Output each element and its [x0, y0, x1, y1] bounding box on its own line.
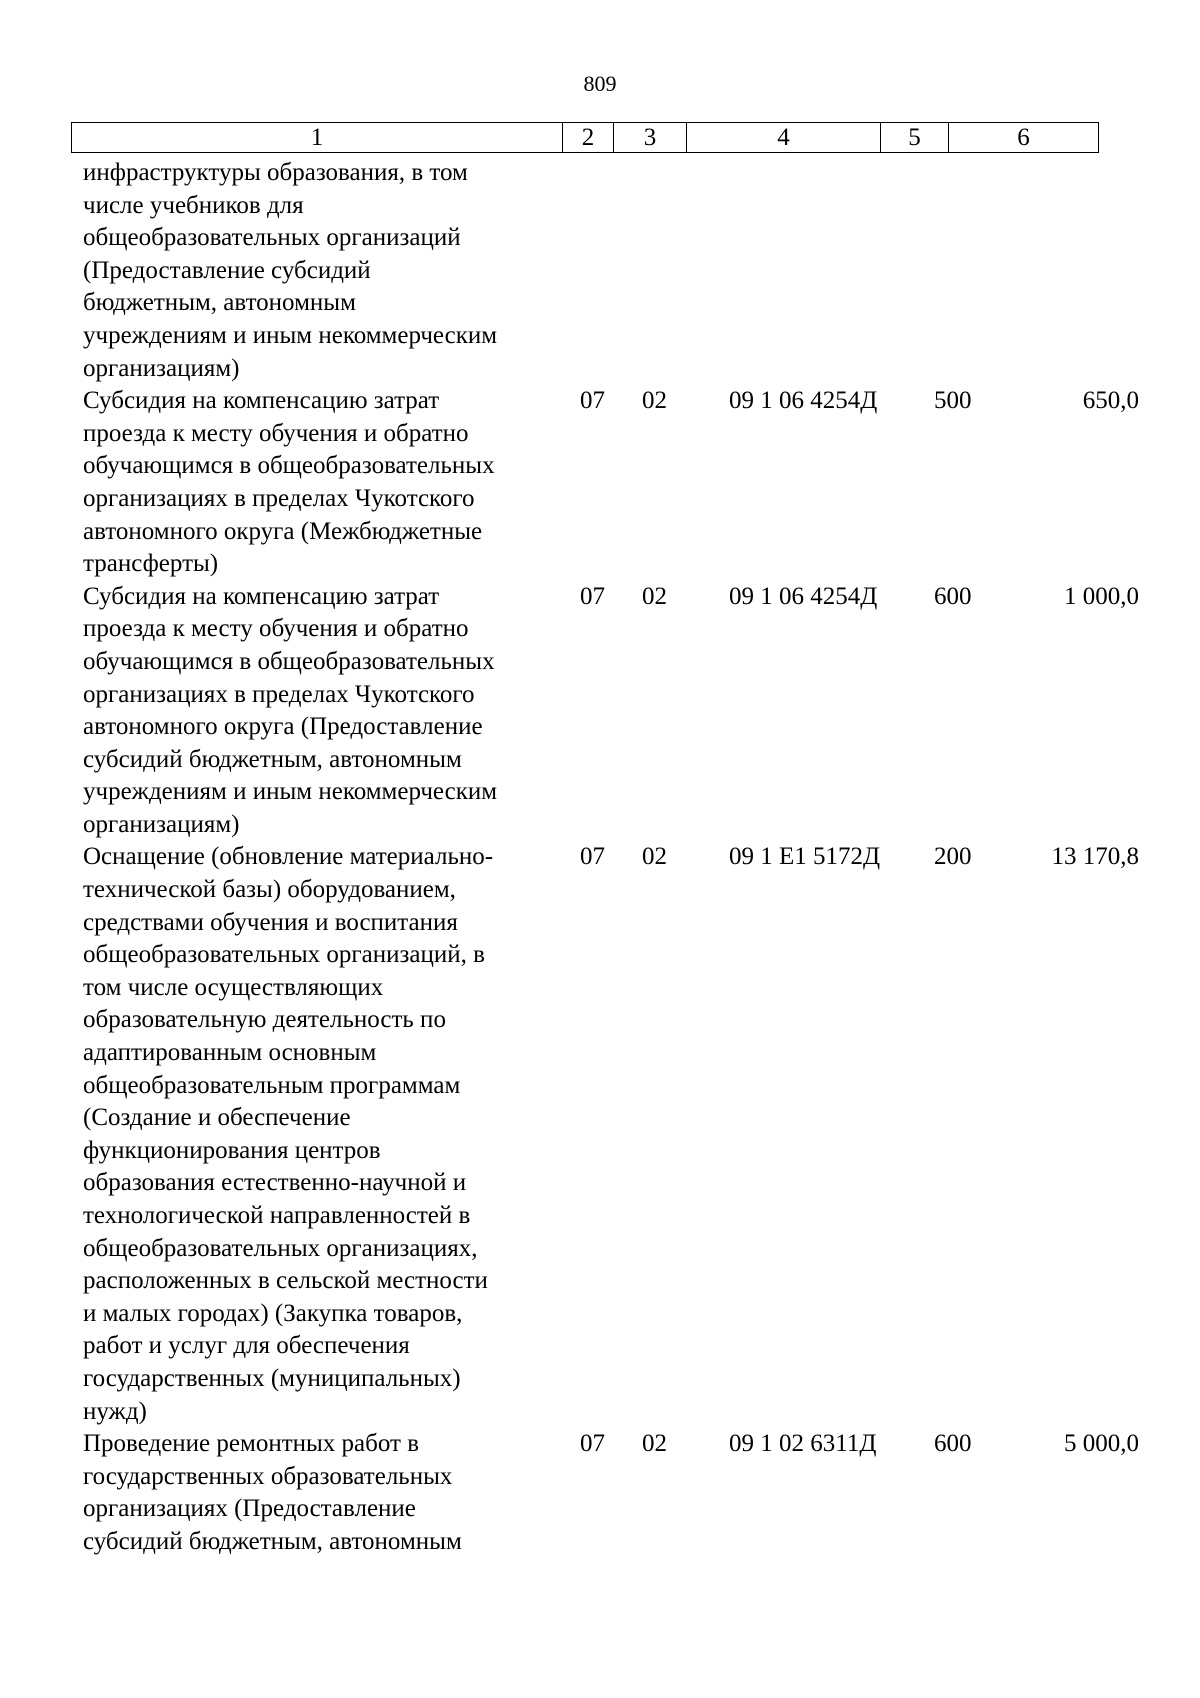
amount: 5 000,0 [1064, 1430, 1139, 1458]
expense-type-code: 600 [934, 582, 972, 610]
target-article-code: 09 1 06 4254Д [729, 387, 878, 415]
item-description: Субсидия на компенсацию затрат проезда к месту обучения и обратно обучающимся в общеобразовательных организациях в пределах Чукотского автономного округа (Межбюджетные трансферты) [83, 387, 495, 578]
item-description: Оснащение (обновление материально- технической базы) оборудованием, средствами обучения и воспитания общеобразовательных организаций, в том числе осуществляющих образовательную деятельность по адаптированным основным общеобразовательным программам (Создание и обеспечение функционирования центров образования естественно-научной и технологической направленностей в общеобразовательных организациях, расположенных в сельской местности и малых городах) (Закупка товаров, работ и услуг для обеспечения государственных (муниципальных) нужд) [83, 843, 494, 1425]
column-header-4: 4 [687, 123, 881, 153]
item-description: инфраструктуры образования, в том числе учебников для общеобразовательных организаций (Предоставление субсидий бюджетным, автономным учреждениям и иным некоммерческим организациям) [83, 159, 498, 382]
page-number: 809 [583, 71, 617, 96]
column-header-6: 6 [949, 123, 1099, 153]
item-description: Проведение ремонтных работ в государственных образовательных организациях (Предоставление субсидий бюджетным, автономным [83, 1430, 462, 1555]
table-row [71, 1428, 1170, 1558]
target-article-code: 09 1 06 4254Д [729, 582, 878, 610]
amount: 1 000,0 [1064, 582, 1139, 610]
amount: 13 170,8 [1051, 843, 1139, 871]
section-code: 07 [580, 843, 605, 871]
column-header-row [72, 123, 1099, 153]
table-row [71, 157, 1170, 385]
item-description: Субсидия на компенсацию затрат проезда к месту обучения и обратно обучающимся в общеобразовательных организациях в пределах Чукотского автономного округа (Предоставление субсидий бюджетным, автономным учреждениям и иным некоммерческим организациям) [83, 582, 498, 838]
target-article-code: 09 1 02 6311Д [729, 1430, 877, 1458]
table-row [71, 385, 1170, 581]
expense-type-code: 500 [934, 387, 972, 415]
section-code: 07 [580, 1430, 605, 1458]
subsection-code: 02 [642, 843, 667, 871]
column-header-2: 2 [563, 123, 614, 153]
subsection-code: 02 [642, 1430, 667, 1458]
section-code: 07 [580, 387, 605, 415]
column-header-table [71, 122, 1099, 153]
subsection-code: 02 [642, 582, 667, 610]
target-article-code: 09 1 E1 5172Д [729, 843, 881, 871]
table-row [71, 841, 1170, 1428]
column-header-3: 3 [614, 123, 687, 153]
table-row [71, 581, 1170, 842]
expense-type-code: 600 [934, 1430, 972, 1458]
budget-table-body [71, 157, 1170, 1559]
subsection-code: 02 [642, 387, 667, 415]
column-header-5: 5 [881, 123, 949, 153]
section-code: 07 [580, 582, 605, 610]
column-header-1: 1 [72, 123, 563, 153]
amount: 650,0 [1082, 387, 1139, 415]
expense-type-code: 200 [934, 843, 972, 871]
